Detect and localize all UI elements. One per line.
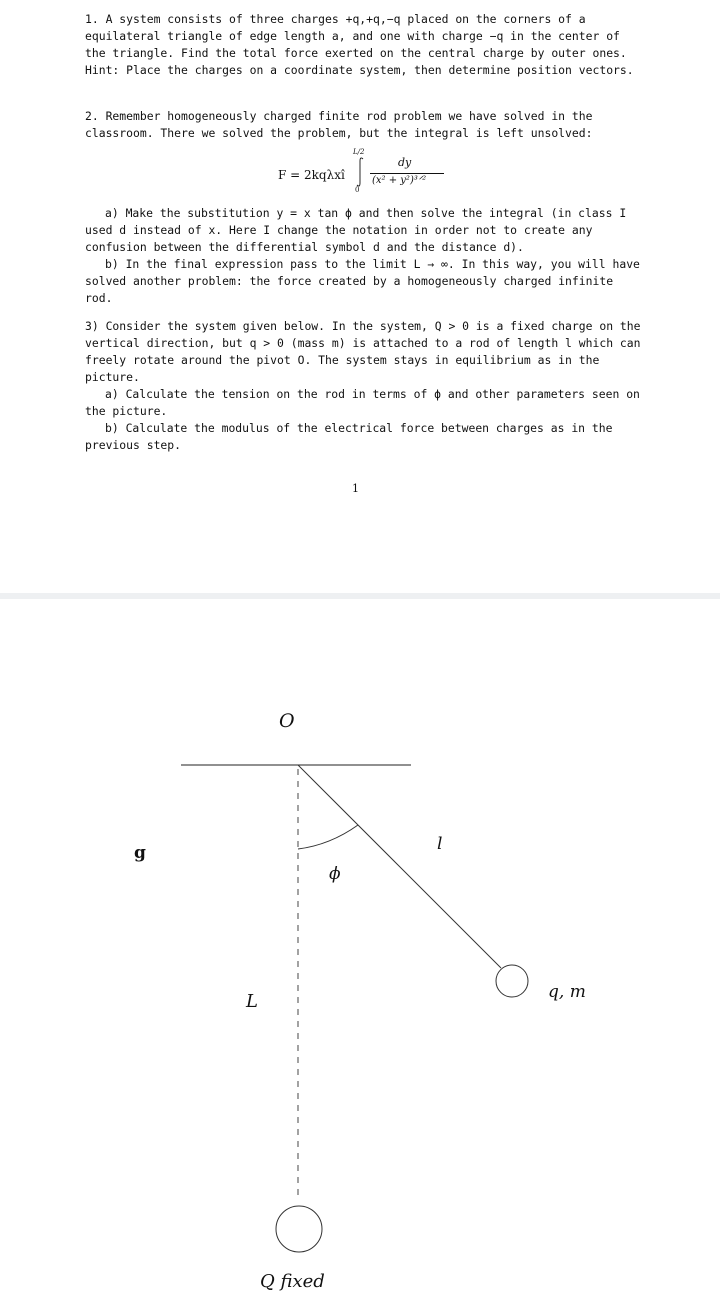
problem-2-part-a (85, 205, 645, 256)
problem-2-part-b-text: b) In the final expression pass to the limit L → ∞. In this way, you will have solved another problem: the force created by a homogeneously charged infinite rod. (85, 257, 640, 305)
mass-label: q, m (548, 982, 586, 1002)
problem-2-part-a-text: a) Make the substitution y = x tan ϕ and then solve the integral (in class I used d instead of x. Here I change the notation in order not to create any confusion between the differential symbol d and the distance d). (85, 206, 627, 254)
gravity-label: g (134, 843, 146, 863)
pivot-label: O (279, 710, 295, 732)
page-number: 1 (352, 482, 359, 495)
problem-3-part-b-text: b) Calculate the modulus of the electrical force between charges as in the previous step. (85, 421, 613, 452)
problem-3-part-b (85, 420, 645, 454)
angle-label: ϕ (329, 864, 341, 884)
problem-3-part-a (85, 386, 645, 420)
problem-3-intro-text: 3) Consider the system given below. In the system, Q > 0 is a fixed charge on the vertical direction, but q > 0 (mass m) is attached to a rod of length l which can freely rotate around the pivot O. The system stays in equilibrium as in the picture. (85, 319, 641, 384)
formula-numerator: dy (398, 156, 412, 169)
problem-2-part-b (85, 256, 645, 307)
formula-lhs: F = 2kqλxî (278, 168, 345, 182)
formula-upper-limit: L/2 (353, 148, 365, 156)
charge-Q-circle (276, 1206, 322, 1252)
formula-denominator: (x² + y²)³ᐟ² (372, 175, 427, 186)
page-1 (0, 0, 720, 593)
problem-3-intro (85, 318, 645, 386)
charge-q-circle (496, 965, 528, 997)
problem-1 (85, 11, 645, 79)
problem-2-intro (85, 108, 645, 142)
distance-L-label: L (246, 991, 258, 1012)
formula-lower-limit: 0 (355, 186, 360, 194)
integral-sign-icon (355, 157, 365, 187)
fraction-bar (370, 173, 444, 174)
problem-3-part-a-text: a) Calculate the tension on the rod in terms of ϕ and other parameters seen on the picture. (85, 387, 640, 418)
rod-length-label: l (437, 834, 443, 854)
problem-2-intro-text: 2. Remember homogeneously charged finite rod problem we have solved in the classroom. There we solved the problem, but the integral is left unsolved: (85, 109, 593, 140)
fixed-charge-label: Q fixed (260, 1271, 325, 1292)
pendulum-figure (0, 599, 720, 1304)
angle-arc (298, 825, 358, 849)
problem-1-text: 1. A system consists of three charges +q,+q,−q placed on the corners of a equilateral triangle of edge length a, and one with charge −q in the center of the triangle. Find the total force exerted on the central charge by outer ones. Hint: Place the charges on a coordinate system, then determine position vectors. (85, 12, 634, 77)
integral-formula (278, 150, 478, 200)
